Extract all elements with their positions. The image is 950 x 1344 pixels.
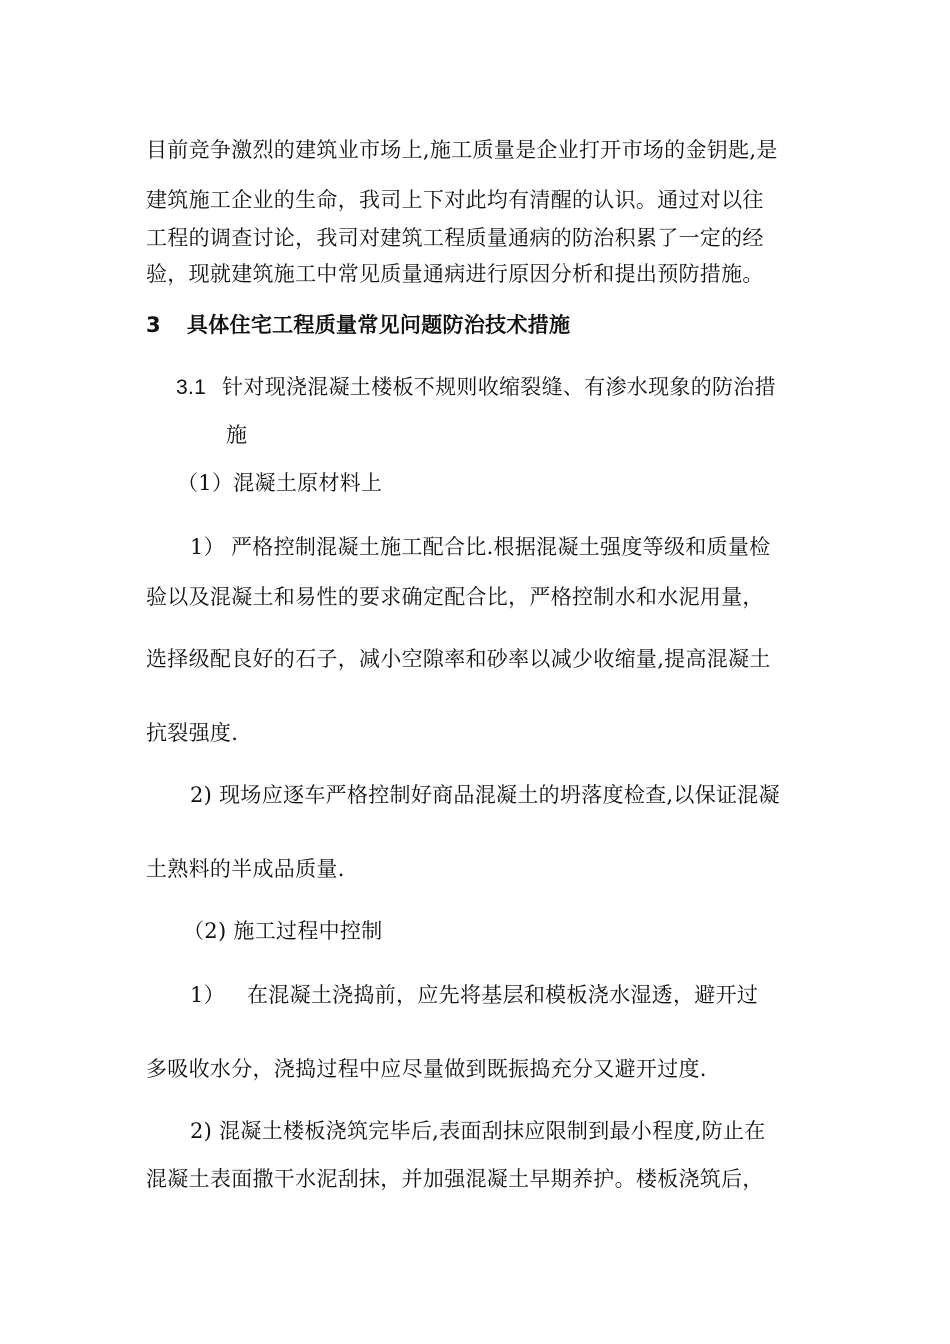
item-2-para-1-line-1 [190,981,758,1009]
subsection-3-1-number: 3.1 [176,376,207,399]
item-1-para-2-line-2: 土熟料的半成品质量. [146,857,345,881]
subsection-3-1-title-line-2: 施 [226,423,248,447]
item-2-para-1-text: 在混凝土浇捣前，应先将基层和模板浇水湿透，避开过 [246,983,759,1007]
item-2-para-1-line-2: 多吸收水分，浇捣过程中应尽量做到既振捣充分又避开过度. [146,1057,707,1081]
item-1-para-1-number: 1） [190,535,225,559]
body-text-line-2: 建筑施工企业的生命，我司上下对此均有清醒的认识。通过对以往 [146,188,764,212]
section-3-number: 3 [146,313,161,337]
item-2-para-2-line-1: 2) 混凝土楼板浇筑完毕后,表面刮抹应限制到最小程度,防止在 [190,1119,766,1143]
item-2-para-2-line-2: 混凝土表面撒干水泥刮抹，并加强混凝土早期养护。楼板浇筑后， [146,1167,764,1191]
item-1-label: （1）混凝土原材料上 [177,471,383,495]
section-3-title: 具体住宅工程质量常见问题防治技术措施 [186,313,571,337]
item-2-label: （2) 施工过程中控制 [183,919,383,943]
subsection-3-1-heading [176,373,776,402]
body-text-line-1: 目前竞争激烈的建筑业市场上,施工质量是企业打开市场的金钥匙,是 [146,138,778,162]
body-text-line-4: 验，现就建筑施工中常见质量通病进行原因分析和提出预防措施。 [146,262,764,286]
item-2-para-1-number: 1） [190,983,225,1007]
item-1-para-1-line-2: 验以及混凝土和易性的要求确定配合比，严格控制水和水泥用量， [146,585,764,609]
item-1-para-1-line-4: 抗裂强度. [146,721,239,745]
item-1-para-2-line-1: 2) 现场应逐车严格控制好商品混凝土的坍落度检查,以保证混凝 [190,783,780,807]
item-1-para-1-line-1 [190,533,770,561]
section-3-heading [146,311,570,339]
item-1-para-1-line-3: 选择级配良好的石子，减小空隙率和砂率以减少收缩量,提高混凝土 [146,647,771,671]
item-1-para-1-text: 严格控制混凝土施工配合比.根据混凝土强度等级和质量检 [230,535,771,559]
subsection-3-1-title-line-1: 针对现浇混凝土楼板不规则收缩裂缝、有渗水现象的防治措 [222,375,776,399]
body-text-line-3: 工程的调查讨论，我司对建筑工程质量通病的防治积累了一定的经 [146,226,764,250]
